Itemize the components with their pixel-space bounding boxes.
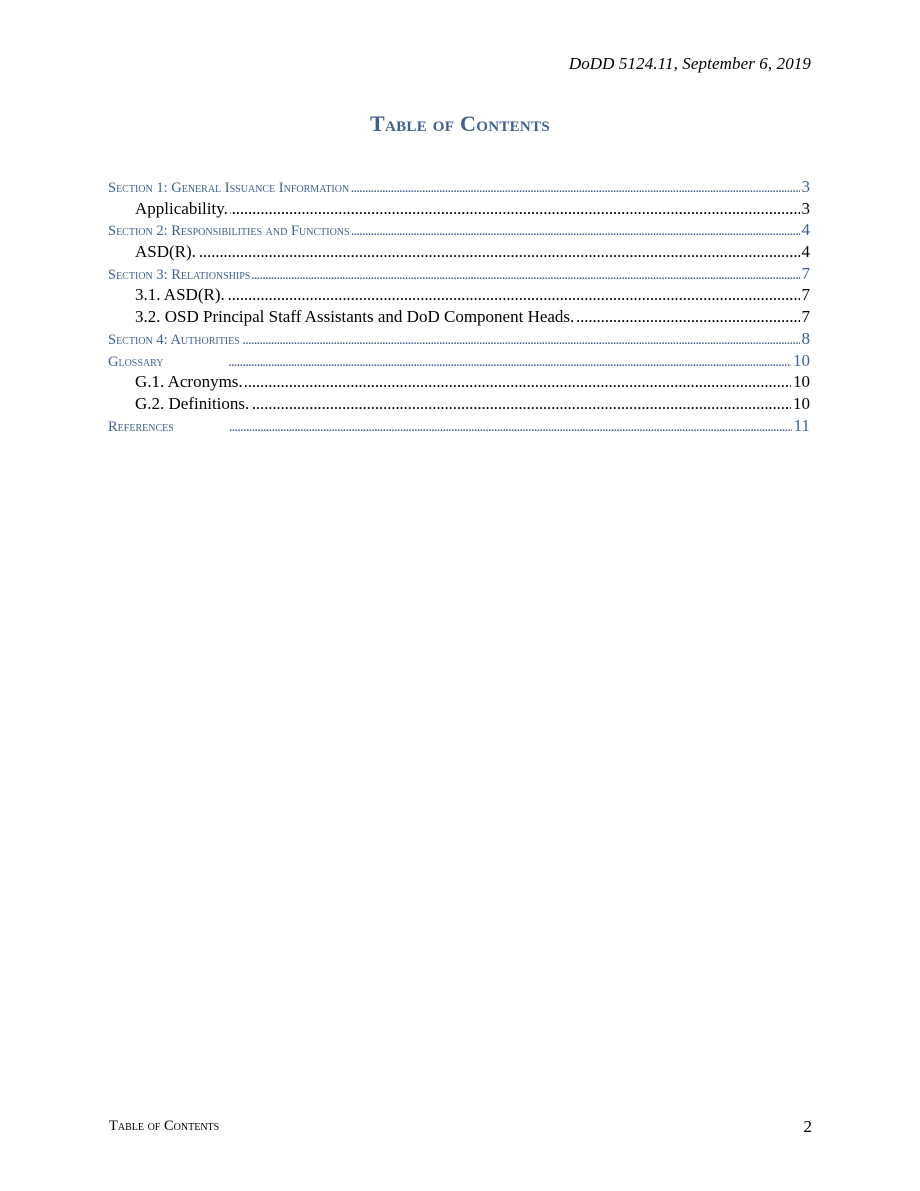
toc-leader-dots [352, 221, 800, 241]
toc-leader-dots [176, 417, 792, 437]
toc-entry-section-3[interactable] [108, 263, 810, 285]
document-header: DoDD 5124.11, September 6, 2019 [568, 54, 811, 73]
toc-entry-label: G.2. Definitions. [135, 393, 250, 413]
toc-entry-page: 10 [793, 372, 810, 392]
toc-entry-page: 7 [801, 307, 810, 327]
toc-entry-label: G.1. Acronyms. [135, 372, 243, 392]
table-of-contents [108, 176, 810, 436]
toc-entry-page: 8 [801, 328, 810, 348]
toc-leader-dots [198, 241, 800, 263]
toc-entry-section-2[interactable] [108, 219, 810, 241]
toc-entry-section-1[interactable] [108, 176, 810, 198]
toc-entry-acronyms[interactable] [108, 371, 810, 393]
toc-leader-dots [227, 284, 800, 306]
toc-entry-label: References [108, 418, 174, 435]
toc-leader-dots [576, 306, 799, 328]
toc-leader-dots [245, 371, 791, 393]
toc-entry-page: 4 [801, 220, 810, 240]
toc-entry-label: Applicability. [135, 198, 228, 218]
toc-entry-page: 3 [801, 198, 810, 218]
toc-entry-definitions[interactable] [108, 393, 810, 415]
toc-entry-label: ASD(R). [135, 242, 196, 262]
toc-entry-page: 10 [793, 350, 810, 370]
toc-entry-label: Section 2: Responsibilities and Functions [108, 223, 350, 240]
toc-leader-dots [251, 393, 791, 415]
page-title: Table of Contents [369, 111, 551, 136]
toc-entry-3-1[interactable] [108, 284, 810, 306]
toc-leader-dots [242, 330, 800, 350]
footer-section-label: Table of Contents [109, 1118, 220, 1134]
toc-entry-page: 11 [793, 415, 810, 435]
footer-page-number: 2 [803, 1117, 812, 1136]
toc-entry-label: Section 4: Authorities [108, 331, 240, 348]
toc-entry-page: 7 [801, 263, 810, 283]
toc-entry-glossary[interactable] [108, 350, 810, 372]
toc-entry-asd-r[interactable] [108, 241, 810, 263]
toc-entry-section-4[interactable] [108, 328, 810, 350]
toc-entry-3-2[interactable] [108, 306, 810, 328]
toc-leader-dots [252, 265, 799, 285]
toc-entry-label: 3.1. ASD(R). [135, 285, 225, 305]
toc-entry-applicability[interactable] [108, 198, 810, 220]
toc-entry-page: 7 [801, 285, 810, 305]
toc-entry-label: 3.2. OSD Principal Staff Assistants and DoD Component Heads. [135, 307, 575, 327]
toc-leader-dots [230, 198, 800, 220]
toc-leader-dots [351, 178, 799, 198]
toc-entry-page: 3 [801, 177, 810, 196]
toc-entry-label: Glossary [108, 353, 164, 370]
toc-entry-page: 10 [793, 393, 810, 413]
toc-entry-label: Section 1: General Issuance Information [108, 180, 350, 196]
toc-leader-dots [166, 352, 792, 372]
toc-entry-page: 4 [801, 242, 810, 262]
toc-entry-label: Section 3: Relationships [108, 266, 251, 283]
toc-entry-references[interactable] [108, 415, 810, 437]
